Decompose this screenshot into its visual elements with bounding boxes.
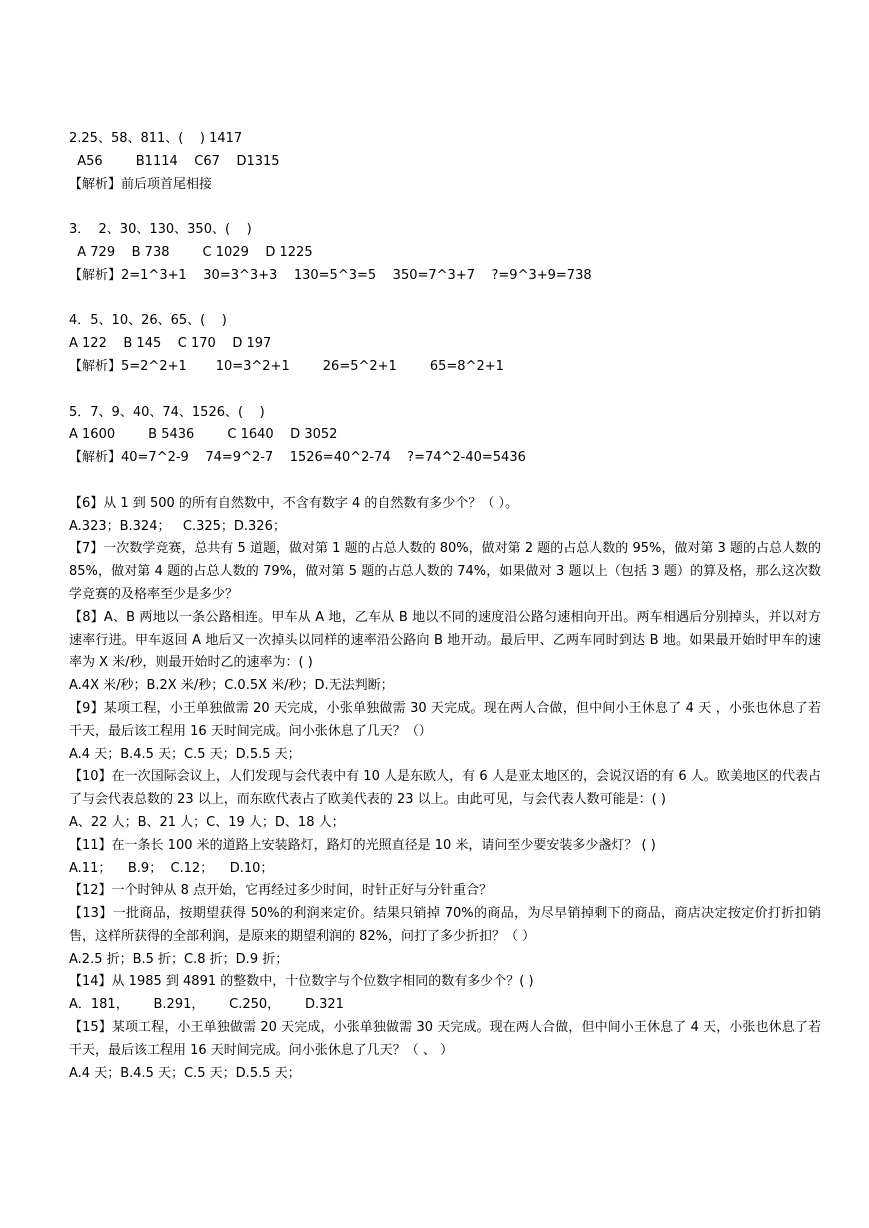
options-line: A.4 天；B.4.5 天；C.5 天；D.5.5 天；: [69, 746, 301, 762]
question-block-4: [69, 310, 821, 378]
question-text: 【15】某项工程，小王单独做需 20 天完成，小张单独做需 30 天完成。现在两人合做，但中间小王休息了 4 天，小张也休息了若干天，最后该工程用 16 天时间完成。问小张休息了几天？（ 、 ）: [69, 1020, 821, 1058]
options-line: A 729 B 738 C 1029 D 1225: [69, 244, 313, 260]
options-line: A 122 B 145 C 170 D 197: [69, 336, 272, 352]
analysis-line: 【解析】2=1^3+1 30=3^3+3 130=5^3=5 350=7^3+7 ?=9^3+9=738: [69, 267, 592, 283]
options-line: A.4X 米/秒；B.2X 米/秒；C.0.5X 米/秒；D.无法判断；: [69, 678, 394, 694]
question-block-3: [69, 219, 821, 287]
options-line: A 1600 B 5436 C 1640 D 3052: [69, 427, 338, 443]
question-text: 【10】在一次国际会议上，人们发现与会代表中有 10 人是东欧人，有 6 人是亚太地区的，会说汉语的有 6 人。欧美地区的代表占了与会代表总数的 23 以上，而东欧代表占了欧美代表的 23 以上。由此可见，与会代表人数可能是：( ): [69, 769, 821, 808]
question-text: 【12】一个时钟从 8 点开始，它再经过多少时间，时针正好与分针重合？: [69, 883, 493, 899]
question-line: 5．7、9、40、74、1526、( ): [69, 404, 265, 420]
question-text: 【6】从 1 到 500 的所有自然数中，不含有数字 4 的自然数有多少个？（ ）。: [69, 495, 519, 511]
question-8: [69, 607, 821, 698]
question-7: [69, 538, 821, 606]
question-14: [69, 971, 821, 1017]
analysis-line: 【解析】40=7^2-9 74=9^2-7 1526=40^2-74 ?=74^2-40=5436: [69, 450, 526, 466]
document-content: [69, 128, 821, 1085]
options-line: A.2.5 折；B.5 折；C.8 折；D.9 折；: [69, 951, 289, 967]
question-text: 【8】A、B 两地以一条公路相连。甲车从 A 地，乙车从 B 地以不同的速度沿公路匀速相向开出。两车相遇后分别掉头，并以对方速率行进。甲车返回 A 地后又一次掉头以同样的速率沿公路向 B 地开动。最后甲、乙两车同时到达 B 地。如果最开始时甲车的速率为 X 米/秒，则最开始时乙的速率为：( ): [69, 609, 821, 671]
question-text: 【14】从 1985 到 4891 的整数中，十位数字与个位数字相同的数有多少个？( ): [69, 974, 534, 990]
options-line: A.323；B.324； C.325；D.326；: [69, 518, 286, 534]
question-block-5: [69, 402, 821, 470]
options-line: A56 B1114 C67 D1315: [69, 153, 280, 169]
question-15: [69, 1017, 821, 1085]
question-11: [69, 835, 821, 881]
question-block-2: [69, 128, 821, 196]
question-9: [69, 698, 821, 766]
spacer: [69, 379, 821, 402]
options-line: A、22 人；B、21 人；C、19 人；D、18 人；: [69, 814, 345, 830]
question-6: [69, 493, 821, 539]
options-line: A．181， B.291， C.250， D.321: [69, 997, 344, 1013]
spacer: [69, 470, 821, 493]
question-12: [69, 880, 821, 903]
question-10: [69, 766, 821, 834]
spacer: [69, 288, 821, 311]
question-text: 【11】在一条长 100 米的道路上安装路灯，路灯的光照直径是 10 米，请问至少要安装多少盏灯？ ( ): [69, 837, 656, 853]
question-line: 4．5、10、26、65、( ): [69, 313, 227, 329]
analysis-line: 【解析】前后项首尾相接: [69, 176, 213, 192]
question-text: 【7】一次数学竞赛，总共有 5 道题，做对第 1 题的占总人数的 80%，做对第 2 题的占总人数的 95%，做对第 3 题的占总人数的 85%，做对第 4 题的占总人数的 79%，做对第 5 题的占总人数的 74%，如果做对 3 题以上（包括 3 题）的算及格，那么这次数学竞赛的及格率至少是多少？: [69, 541, 821, 602]
question-text: 【9】某项工程，小王单独做需 20 天完成，小张单独做需 30 天完成。现在两人合做，但中间小王休息了 4 天 ，小张也休息了若干天，最后该工程用 16 天时间完成。问小张休息了几天？（）: [69, 700, 821, 739]
question-text: 【13】一批商品，按期望获得 50%的利润来定价。结果只销掉 70%的商品，为尽早销掉剩下的商品，商店决定按定价打折扣销售，这样所获得的全部利润，是原来的期望利润的 82%，问打了多少折扣？（ ）: [69, 906, 821, 944]
question-line: 2.25、58、811、( ) 1417: [69, 131, 243, 146]
question-line: 3． 2、30、130、350、( ): [69, 222, 252, 238]
spacer: [69, 196, 821, 219]
analysis-line: 【解析】5=2^2+1 10=3^2+1 26=5^2+1 65=8^2+1: [69, 358, 504, 374]
options-line: A.4 天；B.4.5 天；C.5 天；D.5.5 天；: [69, 1065, 301, 1081]
options-line: A.11； B.9； C.12； D.10；: [69, 860, 274, 876]
question-13: [69, 903, 821, 971]
